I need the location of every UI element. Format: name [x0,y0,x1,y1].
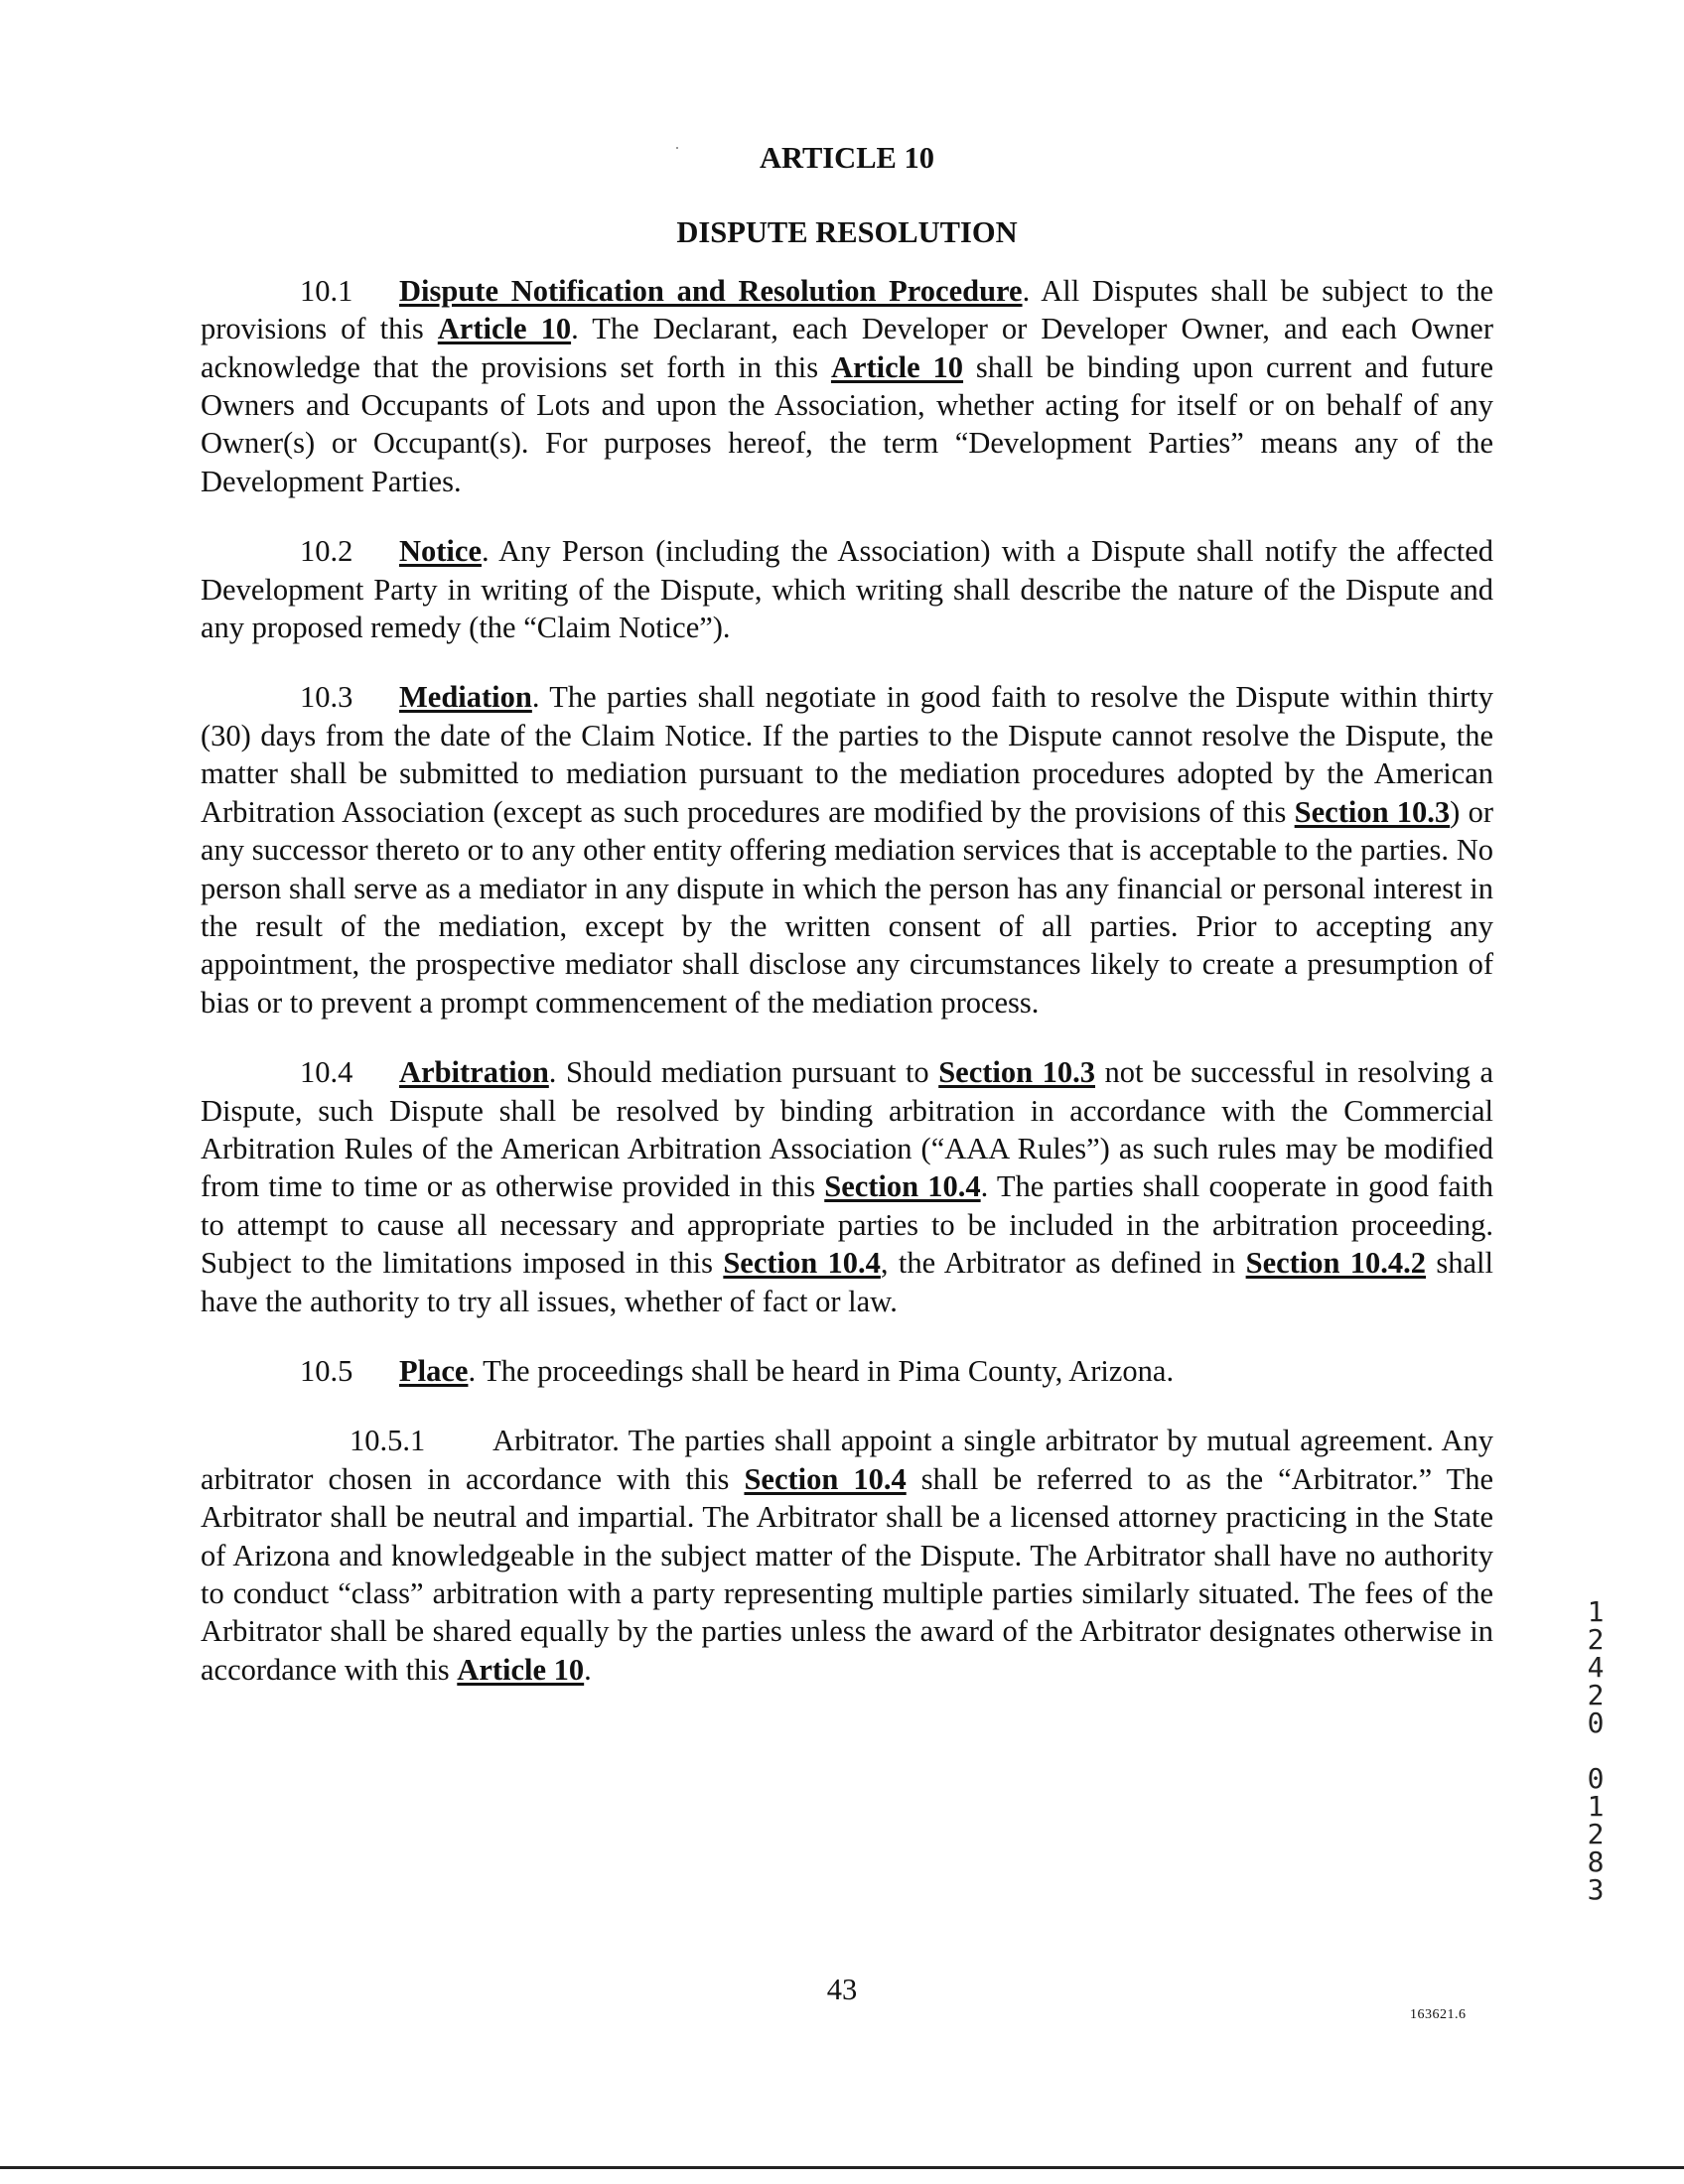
article-title: DISPUTE RESOLUTION [676,215,1018,250]
section-label: Arbitrator. [492,1424,620,1458]
section-10-5-1 [201,1422,1493,1689]
cross-reference: Section 10.4 [723,1246,881,1281]
stamp-digit: 2 [1587,1623,1605,1656]
section-number: 10.5.1 [350,1424,426,1458]
document-id: 163621.6 [1410,2007,1467,2022]
document-body [201,139,1493,1720]
stamp-digit: 0 [1587,1762,1605,1795]
section-10-2 [201,532,1493,646]
section-10-5 [201,1352,1493,1390]
cross-reference: Section 10.4 [824,1169,981,1204]
section-text: not be successful in resolving a Dispute, such Dispute shall be resolved by binding arbitration in accordance with the Commercial Arbitration Rules of the American Arbitration Association (“AAA Rules”) as such rules may be modified from time to time or as otherwise provided in this [201,1055,1493,1204]
section-text: shall be referred to as the “Arbitrator.” The Arbitrator shall be neutral and impartial. The Arbitrator shall be a licensed attorney practicing in the State of Arizona and knowledgeable in the subject matter of the Dispute. The Arbitrator shall have no authority to conduct “class” arbitration with a party representing multiple parties similarly situated. The fees of the Arbitrator shall be shared equally by the parties unless the award of the Arbitrator designates otherwise in accordance with this [201,1461,1493,1687]
section-text: . Should mediation pursuant to [548,1055,939,1090]
stamp-group-2 [1583,1762,1609,1906]
cross-reference: Section 10.4.2 [1245,1246,1427,1281]
stamp-digit: 8 [1587,1845,1605,1878]
stamp-digit: 4 [1587,1651,1605,1684]
section-number: 10.5 [300,1353,353,1388]
section-text: . Any Person (including the Association) with a Dispute shall notify the affected Development Party in writing of the Dispute, which writing shall describe the nature of the Dispute and any proposed remedy (the “Claim Notice”). [201,534,1493,645]
section-text: . The proceedings shall be heard in Pima County, Arizona. [468,1353,1175,1388]
section-10-3 [201,678,1493,1022]
cross-reference: Article 10 [830,349,964,384]
section-10-1 [201,272,1493,500]
section-heading: Arbitration [399,1055,549,1090]
section-text: . The parties shall negotiate in good faith to resolve the Dispute within thirty (30) days from the date of the Claim Notice. If the parties to the Dispute cannot resolve the Dispute, the matter shall be submitted to mediation pursuant to the mediation procedures adopted by the American Arbitration Association (except as such procedures are modified by the provisions of this [201,680,1493,829]
article-heading: ARTICLE 10 [759,141,935,175]
section-text: . The parties shall cooperate in good faith to attempt to cause all necessary and appropriate parties to be included in the arbitration proceeding. Subject to the limitations imposed in this [201,1169,1494,1281]
cross-reference: Section 10.3 [1294,794,1451,829]
section-heading: Notice [399,534,482,569]
section-10-4 [201,1053,1493,1320]
stamp-digit: 1 [1587,1595,1605,1628]
section-number: 10.4 [300,1055,353,1090]
stamp-digit: 3 [1587,1873,1605,1906]
scan-edge-line [0,2166,1684,2169]
cross-reference: Section 10.3 [938,1055,1095,1090]
stamp-digit: 2 [1587,1818,1605,1850]
stamp-gap [1583,1737,1609,1765]
section-text: ) or any successor thereto or to any other entity offering mediation services that is acceptable to the parties. No person shall serve as a mediator in any dispute in which the person has any financial or personal interest in the result of the mediation, except by the written consent of all parties. Prior to accepting any appointment, the prospective mediator shall disclose any circumstances likely to create a presumption of bias or to prevent a prompt commencement of the mediation process. [201,794,1493,1020]
section-text: . [584,1652,592,1687]
recording-stamp [1583,1595,1609,1906]
section-text: shall have the authority to try all issues, whether of fact or law. [201,1246,1493,1318]
stamp-digit: 0 [1587,1706,1605,1739]
stamp-group-1 [1583,1595,1609,1739]
stamp-digit: 1 [1587,1790,1605,1823]
section-number: 10.1 [300,273,353,308]
section-number: 10.2 [300,534,353,569]
section-text: shall be binding upon current and future Owners and Occupants of Lots and upon the Association, whether acting for itself or on behalf of any Owner(s) or Occupant(s). For purposes hereof, the term “Development Parties” means any of the Development Parties. [201,349,1493,498]
section-heading: Place [399,1353,469,1388]
section-number: 10.3 [300,680,353,715]
page-number: 43 [826,1973,858,2006]
cross-reference: Article 10 [437,312,572,346]
section-heading: Mediation [399,680,532,715]
section-text: . All Disputes shall be subject to the provisions of this [201,273,1494,346]
section-text: . The Declarant, each Developer or Developer Owner, and each Owner acknowledge that the provisions set forth in this [201,312,1493,384]
cross-reference: Section 10.4 [744,1461,907,1496]
stamp-digit: 2 [1587,1679,1605,1711]
section-text: The parties shall appoint a single arbitrator by mutual agreement. Any arbitrator chosen in accordance with this [201,1424,1493,1496]
section-text: , the Arbitrator as defined in [880,1246,1246,1281]
cross-reference: Article 10 [457,1652,585,1687]
section-heading: Dispute Notification and Resolution Procedure [399,273,1023,308]
